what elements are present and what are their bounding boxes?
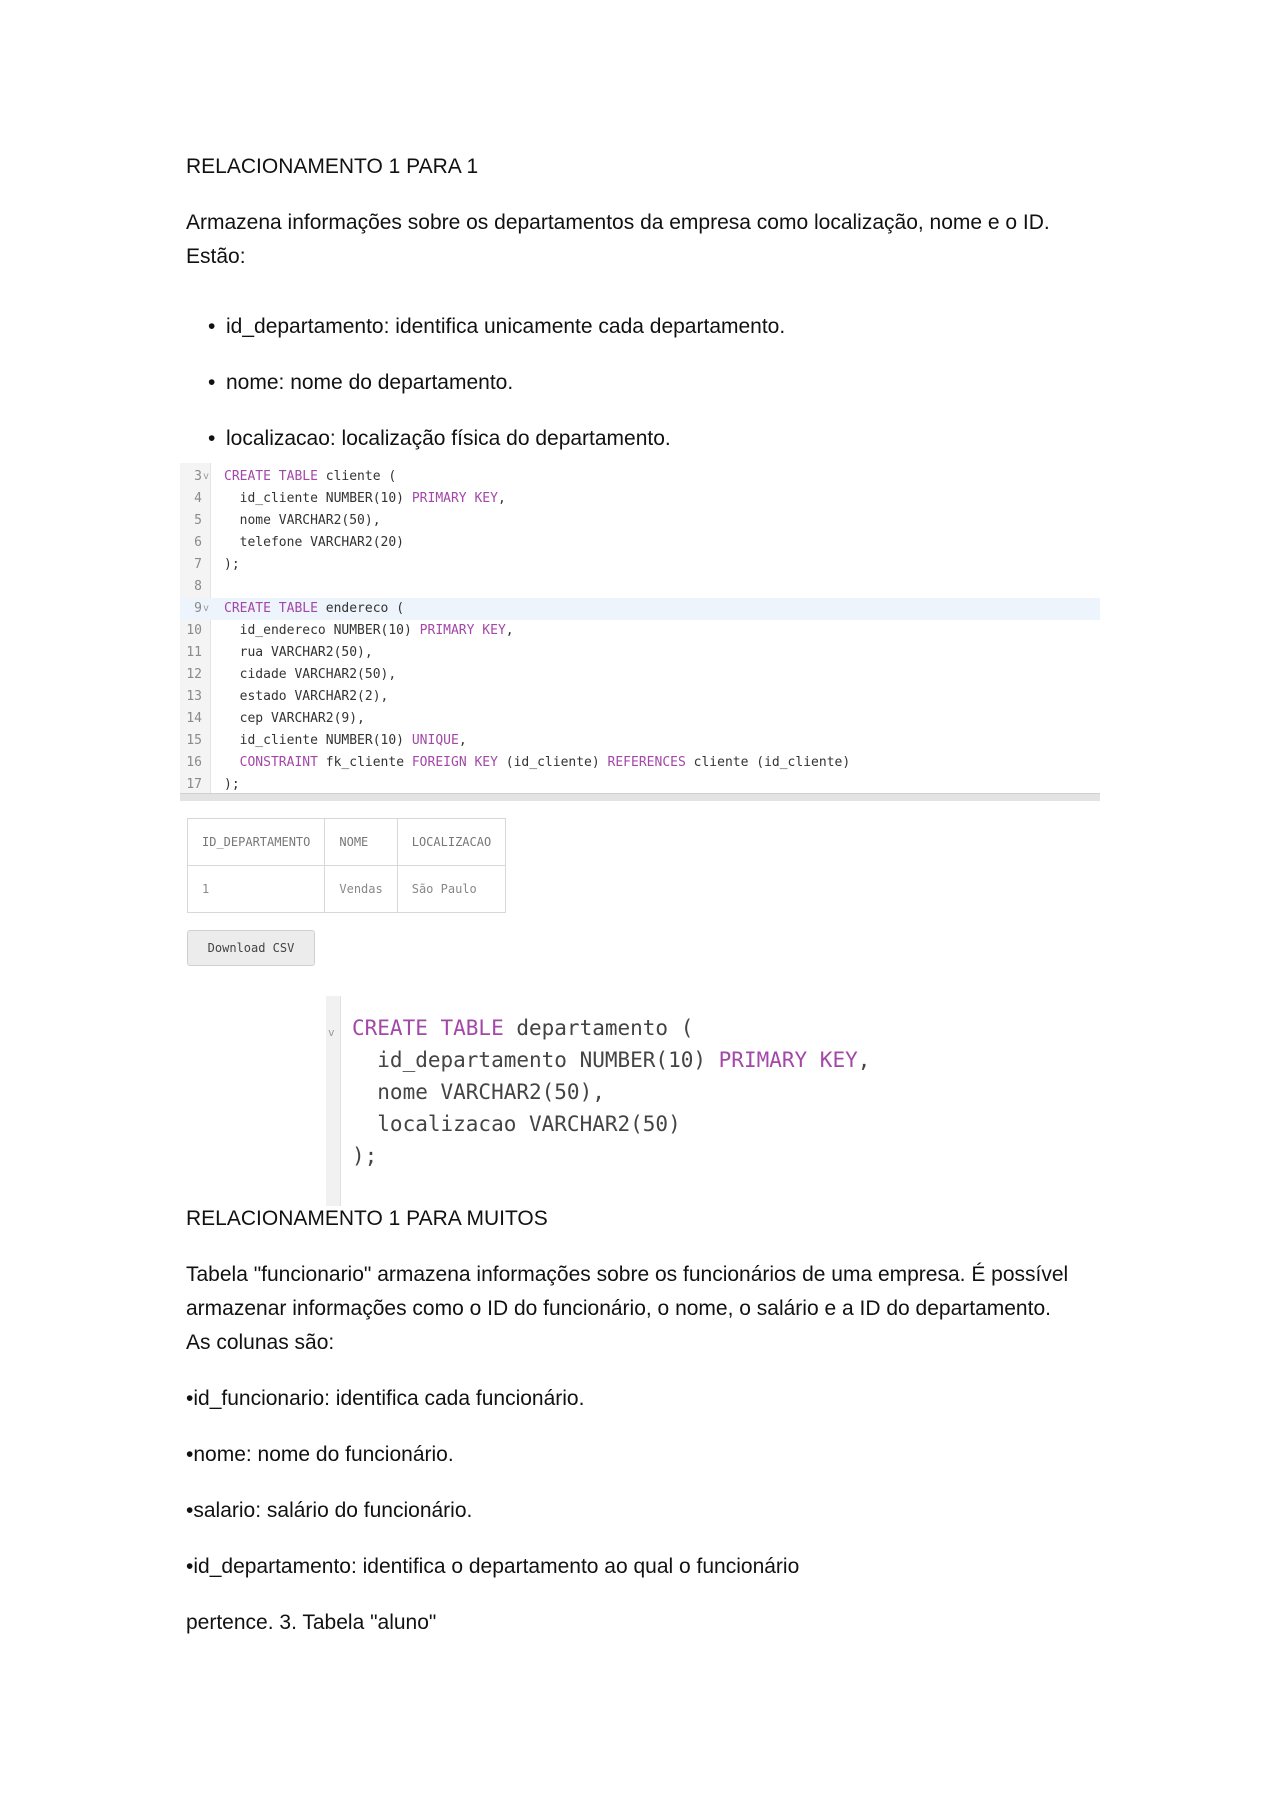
intro-paragraph-line-2: Estão: bbox=[186, 245, 246, 268]
intro-paragraph-line-1: Armazena informações sobre os departamentos da empresa como localização, nome e o ID. bbox=[186, 211, 1050, 234]
code-text: id_cliente NUMBER(10) UNIQUE, bbox=[224, 733, 467, 748]
bullet-item: •id_departamento: identifica o departamento ao qual o funcionário bbox=[186, 1555, 800, 1578]
code-text: ); bbox=[224, 777, 240, 792]
code-text: id_endereco NUMBER(10) PRIMARY KEY, bbox=[224, 623, 514, 638]
code-text: CONSTRAINT fk_cliente FOREIGN KEY (id_cliente) REFERENCES cliente (id_cliente) bbox=[239, 755, 851, 770]
line-number: 16 bbox=[186, 755, 202, 770]
table-cell: Vendas bbox=[325, 866, 397, 913]
code-text: cidade VARCHAR2(50), bbox=[224, 667, 397, 682]
line-number: 13 bbox=[186, 689, 202, 704]
line-number: 4 bbox=[194, 491, 202, 506]
bullet-item: • localizacao: localização física do departamento. bbox=[226, 422, 671, 455]
code-line bbox=[180, 554, 1100, 576]
code-text: cep VARCHAR2(9), bbox=[224, 711, 365, 726]
bullet-item: • id_departamento: identifica unicamente cada departamento. bbox=[226, 310, 785, 343]
fold-chevron-icon[interactable]: v bbox=[328, 1026, 335, 1039]
column-header: LOCALIZACAO bbox=[397, 819, 505, 866]
code-line bbox=[180, 642, 1100, 664]
line-number: 11 bbox=[186, 645, 202, 660]
table-header-row bbox=[188, 819, 506, 866]
bullet-item: •salario: salário do funcionário. bbox=[186, 1499, 473, 1522]
code-line bbox=[180, 532, 1100, 554]
code-text: CREATE TABLE cliente ( bbox=[224, 469, 397, 484]
table-cell: São Paulo bbox=[397, 866, 505, 913]
line-number: 12 bbox=[186, 667, 202, 682]
bullet-item: • nome: nome do departamento. bbox=[226, 366, 513, 399]
horizontal-scrollbar bbox=[180, 793, 1100, 801]
line-number: 15 bbox=[186, 733, 202, 748]
bullet-item: •nome: nome do funcionário. bbox=[186, 1443, 454, 1466]
code-line bbox=[180, 488, 1100, 510]
code-line bbox=[180, 466, 1100, 488]
code-text: id_cliente NUMBER(10) PRIMARY KEY, bbox=[224, 491, 506, 506]
line-number: 7 bbox=[194, 557, 202, 572]
code-editor-screenshot bbox=[180, 463, 1100, 801]
intro-paragraph-line-3: As colunas são: bbox=[186, 1331, 335, 1354]
line-number: 5 bbox=[194, 513, 202, 528]
code-line: nome VARCHAR2(50), bbox=[352, 1080, 605, 1104]
line-number: 9 bbox=[194, 601, 202, 616]
line-number: 14 bbox=[186, 711, 202, 726]
code-editor-screenshot-2 bbox=[326, 996, 886, 1206]
code-line bbox=[180, 752, 1100, 774]
section-heading-1-para-1: RELACIONAMENTO 1 PARA 1 bbox=[186, 155, 479, 178]
bullet-item: •id_funcionario: identifica cada funcionário. bbox=[186, 1387, 585, 1410]
code-text: estado VARCHAR2(2), bbox=[224, 689, 389, 704]
code-line bbox=[180, 576, 1100, 598]
code-text: ); bbox=[224, 557, 240, 572]
line-number: 3 bbox=[194, 469, 202, 484]
code-line: ); bbox=[352, 1144, 378, 1168]
code-line: localizacao VARCHAR2(50) bbox=[352, 1112, 681, 1136]
code-text: rua VARCHAR2(50), bbox=[224, 645, 373, 660]
table-row bbox=[188, 866, 506, 913]
fold-chevron-icon[interactable]: v bbox=[203, 603, 210, 614]
section-heading-1-para-muitos: RELACIONAMENTO 1 PARA MUITOS bbox=[186, 1207, 548, 1230]
line-number: 10 bbox=[186, 623, 202, 638]
code-line: id_departamento NUMBER(10) PRIMARY KEY, bbox=[352, 1048, 871, 1072]
line-number: 17 bbox=[186, 777, 202, 792]
code-line bbox=[180, 620, 1100, 642]
query-result-table bbox=[187, 818, 506, 913]
line-number: 6 bbox=[194, 535, 202, 550]
download-csv-button[interactable]: Download CSV bbox=[187, 930, 315, 966]
line-number: 8 bbox=[194, 579, 202, 594]
code-line bbox=[180, 510, 1100, 532]
table-cell: 1 bbox=[188, 866, 325, 913]
code-text: CREATE TABLE endereco ( bbox=[224, 601, 405, 616]
fold-chevron-icon[interactable]: v bbox=[203, 471, 210, 482]
column-header: NOME bbox=[325, 819, 397, 866]
code-line: CREATE TABLE departamento ( bbox=[352, 1016, 694, 1040]
code-line bbox=[180, 730, 1100, 752]
code-line bbox=[180, 598, 1100, 620]
column-header: ID_DEPARTAMENTO bbox=[188, 819, 325, 866]
intro-paragraph-line-1: Tabela "funcionario" armazena informações sobre os funcionários de uma empresa. É possível bbox=[186, 1263, 1069, 1286]
intro-paragraph-line-2: armazenar informações como o ID do funcionário, o nome, o salário e a ID do departamento. bbox=[186, 1297, 1051, 1320]
closing-line: pertence. 3. Tabela "aluno" bbox=[186, 1611, 437, 1634]
code-text: nome VARCHAR2(50), bbox=[224, 513, 381, 528]
code-text: telefone VARCHAR2(20) bbox=[224, 535, 405, 550]
code-line bbox=[180, 686, 1100, 708]
code-line bbox=[180, 664, 1100, 686]
code-line bbox=[180, 708, 1100, 730]
